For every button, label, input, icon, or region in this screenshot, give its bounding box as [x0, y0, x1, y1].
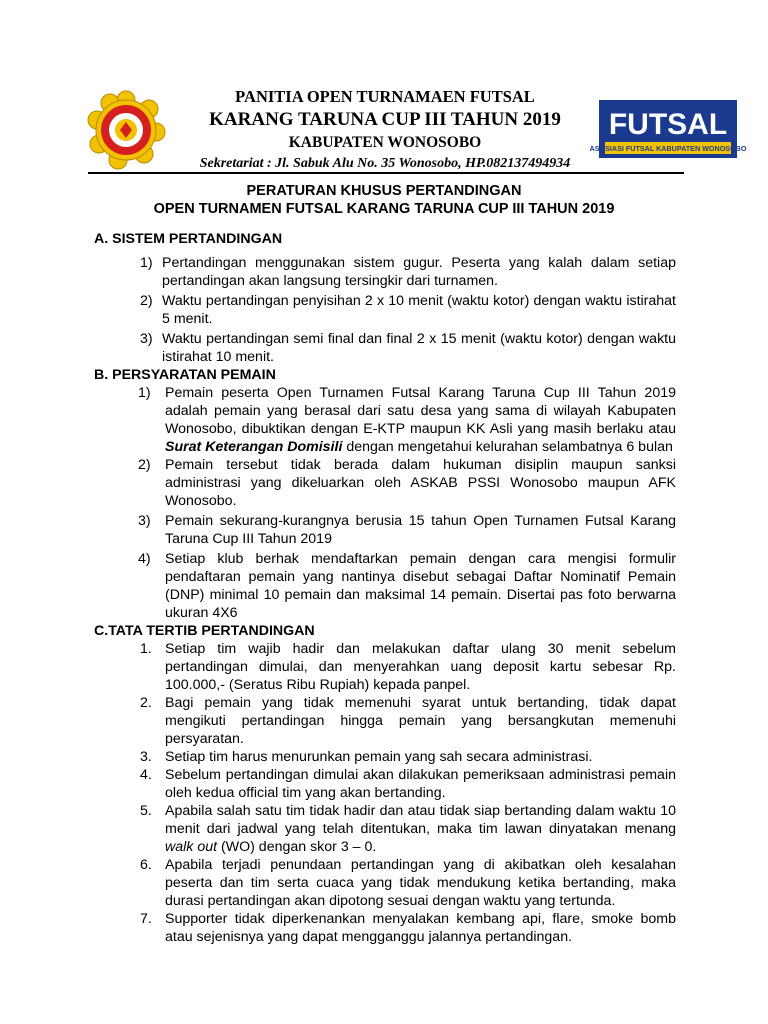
section-b — [94, 366, 676, 622]
list-item — [94, 254, 676, 290]
list-item — [94, 384, 676, 456]
section-a-list — [94, 254, 676, 366]
list-item — [94, 456, 676, 510]
item-text: Apabila terjadi penundaan pertandingan yang di akibatkan oleh kesalahan peserta dan tim serta cuaca yang tidak mendukung ketika bertanding, maka durasi pertandingan akan dipotong sesuai dengan waktu yang tertunda. — [165, 857, 676, 909]
list-item — [94, 694, 676, 748]
item-text: dengan mengetahui kelurahan selambatnya 6 bulan — [342, 439, 673, 455]
list-item — [94, 766, 676, 802]
item-text: (WO) dengan skor 3 – 0. — [217, 839, 377, 855]
item-number: 1. — [140, 641, 152, 657]
list-item — [94, 856, 676, 910]
section-a — [94, 230, 676, 366]
list-item — [94, 550, 676, 622]
item-number: 3) — [140, 331, 153, 347]
item-number: 3) — [138, 513, 151, 529]
item-text: Sebelum pertandingan dimulai akan dilakukan pemeriksaan administrasi pemain oleh kedua official tim yang akan bertanding. — [165, 767, 676, 801]
section-c-heading: C.TATA TERTIB PERTANDINGAN — [94, 623, 315, 639]
list-item — [94, 512, 676, 548]
list-item — [94, 802, 676, 856]
futsal-logo-subtext: ASOSIASI FUTSAL KABUPATEN WONOSOBO — [589, 144, 747, 153]
item-text-italic: walk out — [165, 839, 218, 855]
section-c — [94, 622, 676, 946]
item-number: 6. — [140, 857, 152, 873]
item-text: Apabila salah satu tim tidak hadir dan atau tidak siap bertanding dalam waktu 10 menit dari jadwal yang telah ditentukan, maka tim lawan dinyatakan menang — [165, 803, 676, 837]
item-number: 3. — [140, 749, 152, 765]
futsal-association-logo — [589, 100, 747, 158]
item-text: Waktu pertandingan semi final dan final 2 x 15 menit (waktu kotor) dengan waktu istirahat 10 menit. — [162, 331, 676, 365]
section-b-heading: B. PERSYARATAN PEMAIN — [94, 367, 276, 383]
list-item — [94, 330, 676, 366]
list-item — [94, 292, 676, 328]
title-line-1: PERATURAN KHUSUS PERTANDINGAN — [246, 183, 522, 199]
event-name: KARANG TARUNA CUP III TAHUN 2019 — [209, 109, 561, 130]
section-a-heading: A. SISTEM PERTANDINGAN — [94, 231, 283, 247]
section-b-list — [94, 384, 676, 622]
section-c-list — [94, 640, 676, 946]
item-text: Setiap klub berhak mendaftarkan pemain dengan cara mengisi formulir pendaftaran pemain yang nantinya disebut sebagai Daftar Nominatif Pemain (DNP) minimal 10 pemain dan maksimal 14 pemain. Disertai pas foto berwarna ukuran 4X6 — [165, 551, 676, 621]
header-divider — [88, 172, 684, 174]
item-number: 4. — [140, 767, 152, 783]
list-item — [94, 910, 676, 946]
regulations-body — [94, 230, 676, 946]
committee-name: PANITIA OPEN TURNAMAEN FUTSAL — [235, 87, 535, 106]
item-number: 4) — [138, 551, 151, 567]
item-number: 7. — [140, 911, 152, 927]
item-text: Bagi pemain yang tidak memenuhi syarat untuk bertanding, tidak dapat mengikuti pertandingan hingga pemain yang bersangkutan memenuhi persyaratan. — [165, 695, 676, 747]
list-item — [94, 748, 676, 766]
item-text: Supporter tidak diperkenankan menyalakan kembang api, flare, smoke bomb atau sejenisnya yang dapat mengganggu jalannya pertandingan. — [165, 911, 676, 945]
item-number: 1) — [138, 385, 151, 401]
item-number: 5. — [140, 803, 152, 819]
karang-taruna-emblem-icon — [88, 92, 164, 168]
regency-name: KABUPATEN WONOSOBO — [288, 134, 482, 151]
item-text: Pemain sekurang-kurangnya berusia 15 tahun Open Turnamen Futsal Karang Taruna Cup III Tahun 2019 — [165, 513, 676, 547]
item-number: 2) — [140, 293, 153, 309]
item-text: Waktu pertandingan penyisihan 2 x 10 menit (waktu kotor) dengan waktu istirahat 5 menit. — [162, 293, 676, 327]
item-text: Setiap tim harus menurunkan pemain yang sah secara administrasi. — [165, 749, 593, 765]
item-number: 1) — [140, 255, 153, 271]
list-item — [94, 640, 676, 694]
item-text: Setiap tim wajib hadir dan melakukan daftar ulang 30 menit sebelum pertandingan dimulai, dan menyerahkan uang deposit kartu sebesar Rp. 100.000,- (Seratus Ribu Rupiah) kepada panpel. — [165, 641, 676, 693]
item-number: 2) — [138, 457, 151, 473]
futsal-logo-text: FUTSAL — [608, 108, 728, 141]
document-title — [0, 182, 768, 218]
letterhead-text — [170, 86, 600, 174]
item-text: Pemain peserta Open Turnamen Futsal Karang Taruna Cup III Tahun 2019 adalah pemain yang berasal dari satu desa yang sama di wilayah Kabupaten Wonosobo, dibuktikan dengan E-KTP maupun KK Asli yang masih berlaku atau — [165, 385, 676, 437]
item-number: 2. — [140, 695, 152, 711]
title-line-2: OPEN TURNAMEN FUTSAL KARANG TARUNA CUP III TAHUN 2019 — [153, 201, 615, 217]
item-text-emphasis: Surat Keterangan Domisili — [165, 439, 343, 455]
item-text: Pertandingan menggunakan sistem gugur. Peserta yang kalah dalam setiap pertandingan akan langsung tersingkir dari turnamen. — [162, 255, 676, 289]
letterhead — [0, 82, 768, 182]
secretariat-address: Sekretariat : Jl. Sabuk Alu No. 35 Wonosobo, HP.082137494934 — [199, 156, 571, 171]
item-text: Pemain tersebut tidak berada dalam hukuman disiplin maupun sanksi administrasi yang dikeluarkan oleh ASKAB PSSI Wonosobo maupun AFK Wonosobo. — [165, 457, 676, 509]
